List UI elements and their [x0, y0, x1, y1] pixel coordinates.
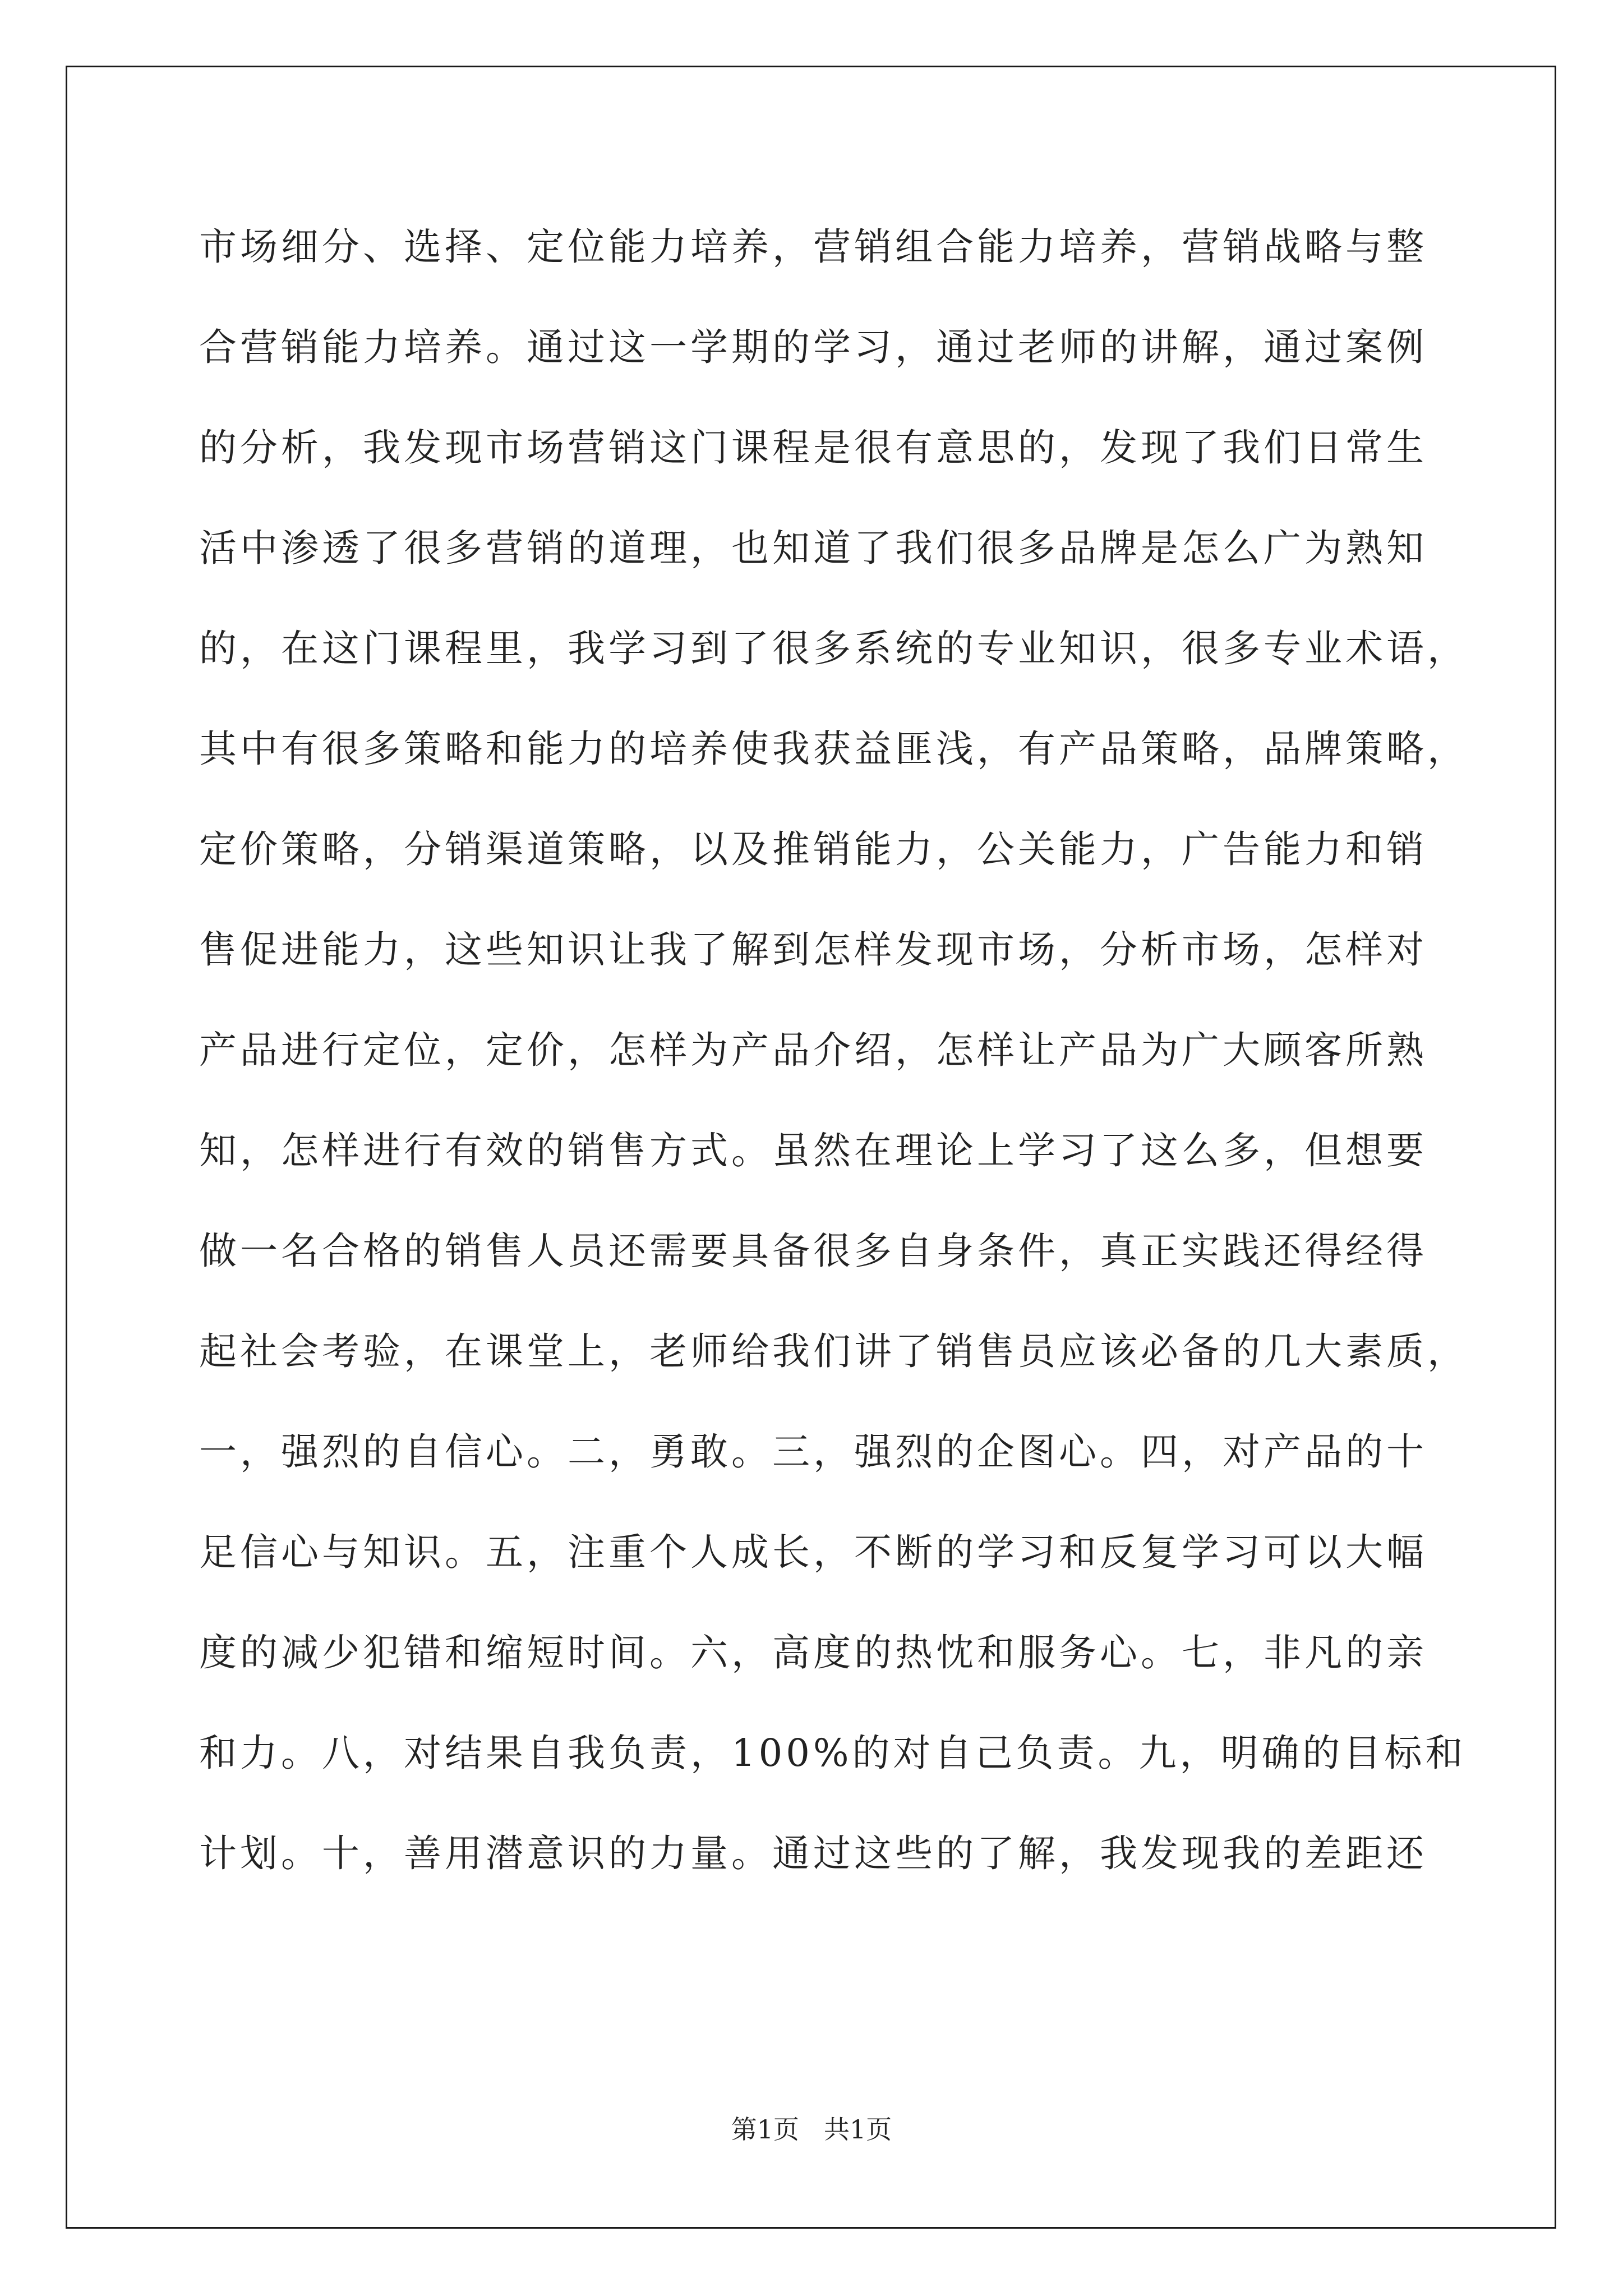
text-line: 一，强烈的自信心。二，勇敢。三，强烈的企图心。四，对产品的十	[199, 1430, 1427, 1474]
text-line: 和力。八，对结果自我负责，100%的对自己负责。九，明确的目标和	[199, 1731, 1467, 1775]
text-line: 计划。十，善用潜意识的力量。通过这些的了解，我发现我的差距还	[199, 1832, 1427, 1875]
text-line: 定价策略，分销渠道策略，以及推销能力，公关能力，广告能力和销	[199, 827, 1427, 871]
page-number-total: 共1页	[824, 2114, 892, 2145]
text-line: 的，在这门课程里，我学习到了很多系统的专业知识，很多专业术语，	[199, 627, 1468, 670]
text-line: 市场细分、选择、定位能力培养，营销组合能力培养，营销战略与整	[199, 225, 1427, 269]
document-body	[199, 219, 1468, 1926]
text-line: 足信心与知识。五，注重个人成长，不断的学习和反复学习可以大幅	[199, 1530, 1427, 1574]
text-line: 做一名合格的销售人员还需要具备很多自身条件，真正实践还得经得	[199, 1229, 1427, 1273]
text-line: 产品进行定位，定价，怎样为产品介绍，怎样让产品为广大顾客所熟	[199, 1028, 1427, 1072]
text-line: 其中有很多策略和能力的培养使我获益匪浅，有产品策略，品牌策略，	[199, 727, 1468, 771]
text-line: 售促进能力，这些知识让我了解到怎样发现市场，分析市场，怎样对	[199, 928, 1427, 972]
text-line: 起社会考验，在课堂上，老师给我们讲了销售员应该必备的几大素质，	[199, 1329, 1468, 1373]
text-line: 的分析，我发现市场营销这门课程是很有意思的，发现了我们日常生	[199, 426, 1427, 470]
text-line: 活中渗透了很多营销的道理，也知道了我们很多品牌是怎么广为熟知	[199, 526, 1427, 570]
text-line: 度的减少犯错和缩短时间。六，高度的热忱和服务心。七，非凡的亲	[199, 1631, 1427, 1674]
text-line: 知，怎样进行有效的销售方式。虽然在理论上学习了这么多，但想要	[199, 1129, 1427, 1172]
page-number-current: 第1页	[731, 2114, 799, 2145]
page-footer	[0, 2109, 1623, 2146]
text-line: 合营销能力培养。通过这一学期的学习，通过老师的讲解，通过案例	[199, 325, 1427, 369]
